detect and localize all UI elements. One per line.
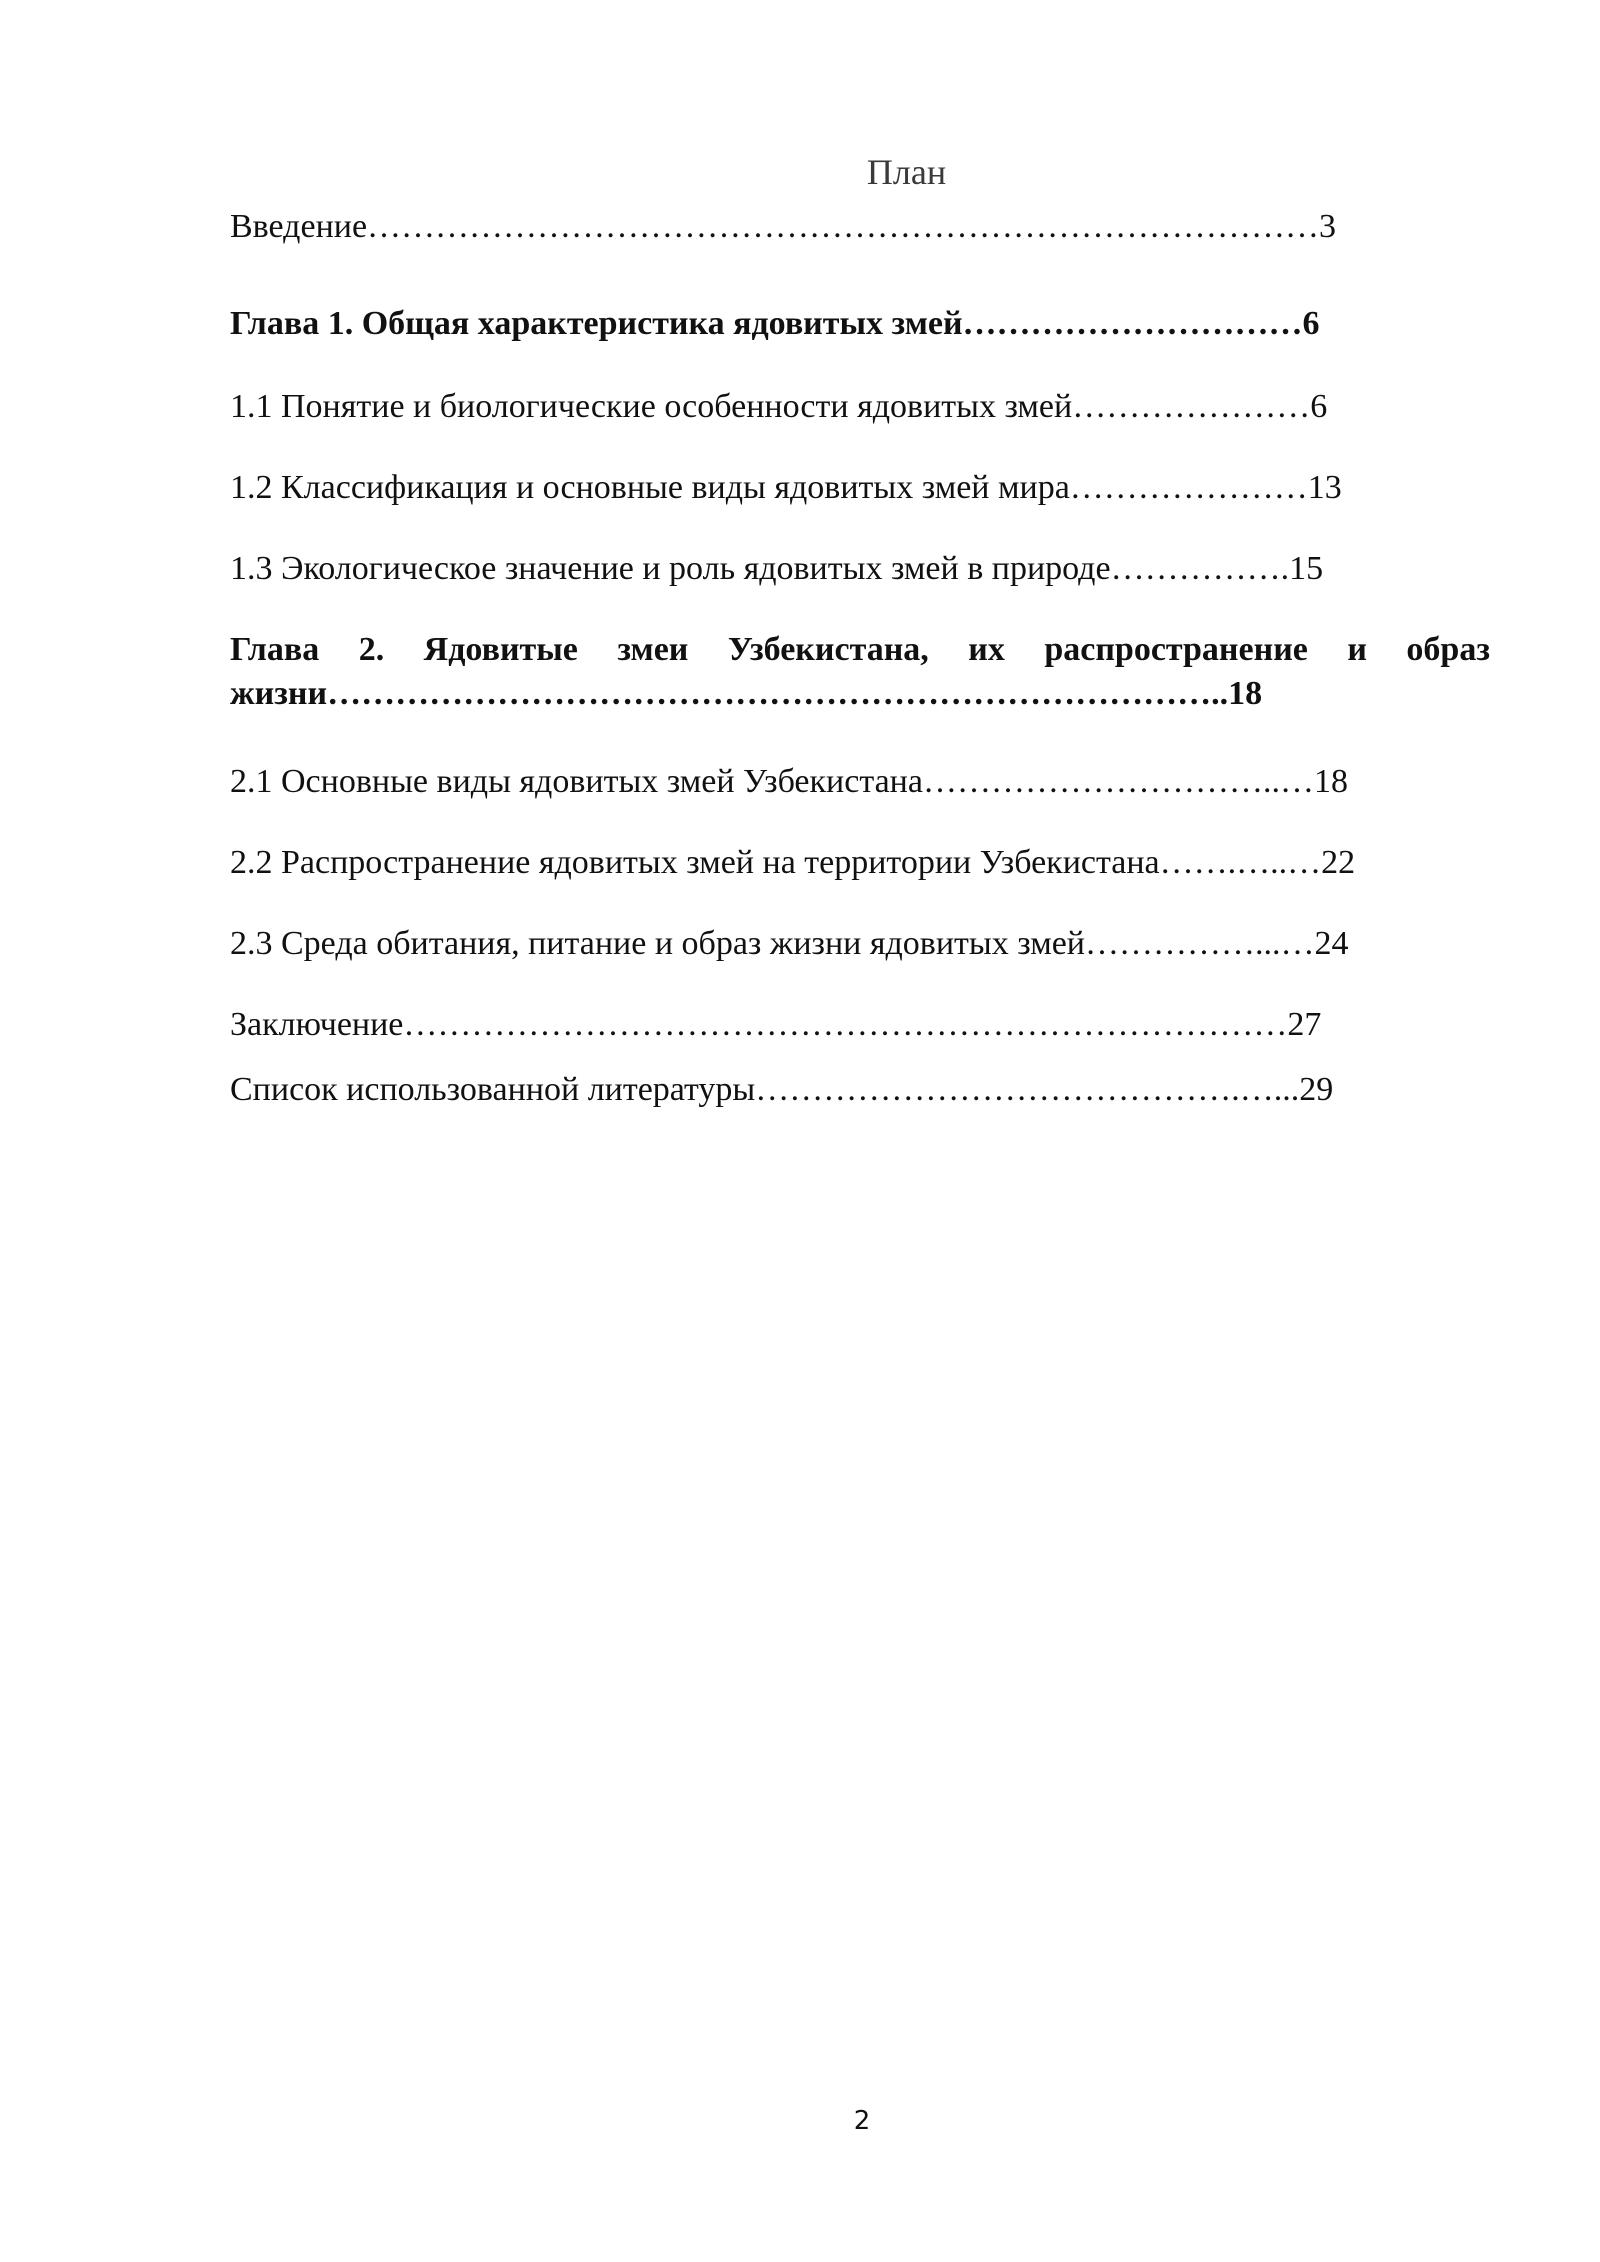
- page-title: План: [866, 152, 947, 192]
- toc-entry-section-2-3: 2.3 Среда обитания, питание и образ жизни ядовитых змей……………...…24: [230, 925, 1349, 962]
- page-number: 2: [853, 2106, 871, 2136]
- toc-entry-chapter-1: Глава 1. Общая характеристика ядовитых змей…………………………6: [230, 305, 1320, 342]
- toc-entry-section-1-1: 1.1 Понятие и биологические особенности ядовитых змей…………………6: [230, 388, 1328, 425]
- toc-entry-references: Список использованной литературы…………………………………….…...29: [230, 1071, 1334, 1108]
- toc-entry-introduction: Введение…………………………………………………………………………3: [230, 208, 1337, 245]
- toc-entry-section-1-3: 1.3 Экологическое значение и роль ядовитых змей в природе…………….15: [230, 550, 1324, 587]
- toc-entry-conclusion: Заключение……………………………………………………………………27: [230, 1006, 1322, 1043]
- toc-entry-section-2-2: 2.2 Распространение ядовитых змей на территории Узбекистана…….…..…22: [230, 844, 1356, 881]
- toc-entry-section-1-2: 1.2 Классификация и основные виды ядовитых змей мира…………………13: [230, 469, 1342, 506]
- toc-entry-chapter-2: Глава 2. Ядовитые змеи Узбекистана, их распространение и образ жизни……………………………………………………………………..18: [230, 631, 1490, 712]
- toc-entry-section-2-1: 2.1 Основные виды ядовитых змей Узбекистана…………………………..…18: [230, 763, 1348, 800]
